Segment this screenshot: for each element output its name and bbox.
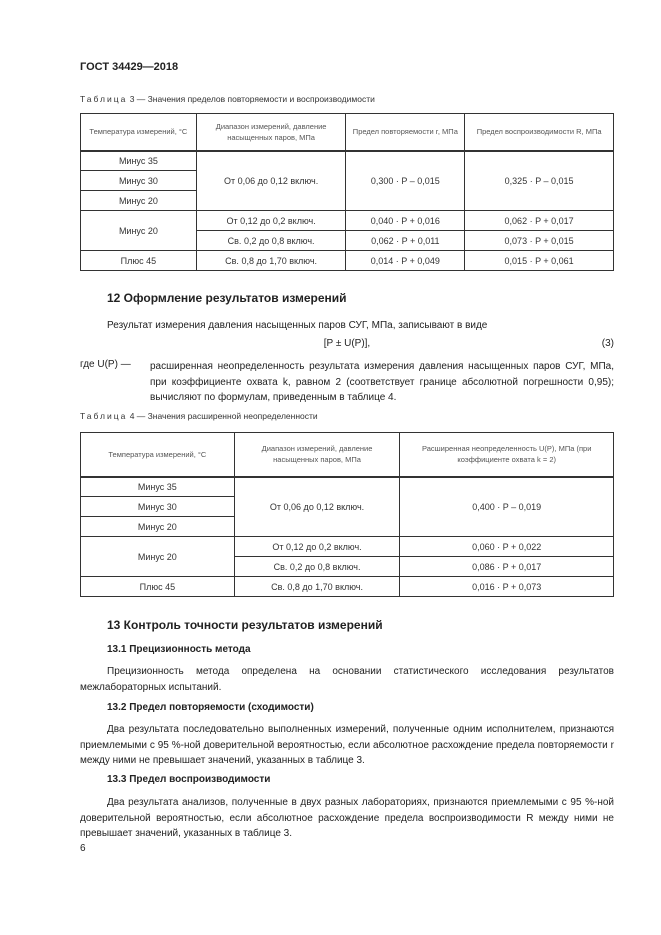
table-cell: Св. 0,8 до 1,70 включ. — [234, 577, 400, 597]
formula: [P ± U(P)], — [323, 338, 371, 349]
table4-caption — [80, 411, 318, 421]
table-cell: Минус 20 — [81, 211, 197, 251]
document-header: ГОСТ 34429—2018 — [80, 61, 179, 73]
table-cell: 0,014 · P + 0,049 — [346, 251, 465, 271]
table-cell: Плюс 45 — [81, 251, 197, 271]
paragraph: Результат измерения давления насыщенных паров СУГ, МПа, записывают в виде — [107, 320, 488, 331]
subsection-13-2-heading: 13.2 Предел повторяемости (сходимости) — [107, 702, 314, 713]
table-cell: 0,086 · P + 0,017 — [400, 557, 614, 577]
table-cell: Минус 35 — [81, 151, 197, 171]
paragraph: Два результата последовательно выполненных измерений, полученные одним исполнителем, признаются приемлемыми с 95 %-ной доверительной вероятностью, если абсолютное расхождение предела повторяемости r между ними не превышает значений, указанных в таблице 3. — [80, 724, 614, 766]
column-header: Температура измерений, °С — [81, 433, 235, 477]
caption-label: Таблица — [80, 411, 128, 421]
table-cell: 0,040 · P + 0,016 — [346, 211, 465, 231]
table-cell: Плюс 45 — [81, 577, 235, 597]
paragraph: Прецизионность метода определена на основании статистического исследования результатов межлабораторных испытаний. — [80, 666, 614, 693]
table-cell: Минус 20 — [81, 537, 235, 577]
table-cell: Минус 30 — [81, 497, 235, 517]
caption-text: 3 — Значения пределов повторяемости и воспроизводимости — [129, 94, 375, 104]
table-cell: От 0,12 до 0,2 включ. — [196, 211, 346, 231]
where-text: расширенная неопределенность результата измерения давления насыщенных паров СУГ, МПа, при коэффициенте охвата k, равном 2 (соответствует границе абсолютной погрешности 0,95); вычисляют по формулам, приведенным в таблице 4. — [150, 361, 614, 403]
table-cell: Св. 0,8 до 1,70 включ. — [196, 251, 346, 271]
table3-caption — [80, 94, 375, 104]
table-cell: 0,300 · P – 0,015 — [346, 151, 465, 211]
table-cell: Минус 20 — [81, 517, 235, 537]
table-cell: 0,062 · P + 0,017 — [465, 211, 614, 231]
column-header: Температура измерений, °С — [81, 114, 197, 151]
table-cell: Св. 0,2 до 0,8 включ. — [234, 557, 400, 577]
column-header: Диапазон измерений, давление насыщенных паров, МПа — [196, 114, 346, 151]
subsection-13-3-heading: 13.3 Предел воспроизводимости — [107, 774, 271, 785]
column-header: Предел повторяемости r, МПа — [346, 114, 465, 151]
table-cell: 0,073 · P + 0,015 — [465, 231, 614, 251]
table-cell: Минус 20 — [81, 191, 197, 211]
table-cell: 0,400 · P – 0,019 — [400, 477, 614, 537]
subsection-13-1-heading: 13.1 Прецизионность метода — [107, 644, 251, 655]
table-cell: 0,062 · P + 0,011 — [346, 231, 465, 251]
table-cell: 0,016 · P + 0,073 — [400, 577, 614, 597]
table-cell: 0,015 · P + 0,061 — [465, 251, 614, 271]
formula-row — [80, 338, 614, 349]
column-header: Диапазон измерений, давление насыщенных паров, МПа — [234, 433, 400, 477]
table-cell: Минус 35 — [81, 477, 235, 497]
section-12-heading: 12 Оформление результатов измерений — [107, 291, 347, 305]
table-cell: Св. 0,2 до 0,8 включ. — [196, 231, 346, 251]
paragraph: Два результата анализов, полученные в двух разных лабораториях, признаются приемлемыми с 95 %-ной доверительной вероятностью, если абсолютное расхождение предела воспроизводимости R между ними не превышает значений, указанных в таблице 3. — [80, 797, 614, 839]
table-cell: Минус 30 — [81, 171, 197, 191]
table-4 — [80, 432, 614, 597]
table-cell: От 0,06 до 0,12 включ. — [196, 151, 346, 211]
column-header: Расширенная неопределенность U(P), МПа (при коэффициенте охвата k = 2) — [400, 433, 614, 477]
column-header: Предел воспроизводимости R, МПа — [465, 114, 614, 151]
table-cell: От 0,12 до 0,2 включ. — [234, 537, 400, 557]
page-number: 6 — [80, 843, 86, 854]
where-lead: где U(P) — — [80, 359, 131, 370]
table-3 — [80, 113, 614, 271]
caption-label: Таблица — [80, 94, 128, 104]
caption-text: 4 — Значения расширенной неопределенности — [129, 411, 318, 421]
section-13-heading: 13 Контроль точности результатов измерений — [107, 618, 383, 632]
formula-number: (3) — [601, 338, 614, 349]
table-cell: 0,060 · P + 0,022 — [400, 537, 614, 557]
table-cell: 0,325 · P – 0,015 — [465, 151, 614, 211]
table-cell: От 0,06 до 0,12 включ. — [234, 477, 400, 537]
